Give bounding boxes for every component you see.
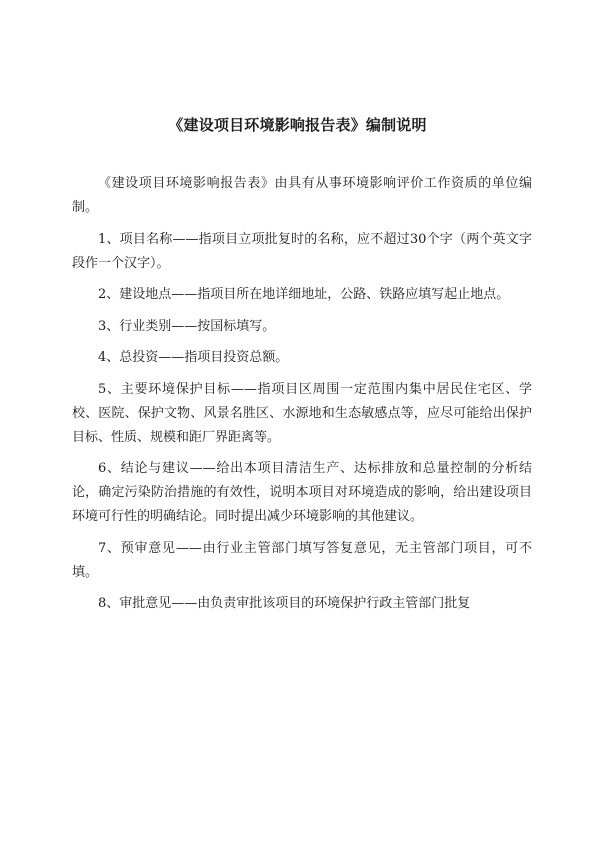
instructions-body [72,172,532,624]
paragraph-item-2: 2、建设地点——指项目所在地详细地址，公路、铁路应填写起止地点。 [98,287,510,302]
paragraph-item-3: 3、行业类别——按国标填写。 [98,318,276,334]
paragraph-item-7: 7、预审意见——由行业主管部门填写答复意见，无主管部门项目，可不填。 [72,540,532,580]
paragraph-item-6: 6、结论与建议——给出本项目清洁生产、达标排放和总量控制的分析结论，确定污染防治措施的有效性，说明本项目对环境造成的影响，给出建设项目环境可行性的明确结论。同时提出减少环境影响的其他建议。 [72,461,532,524]
paragraph-intro: 《建设项目环境影响报告表》由具有从事环境影响评价工作资质的单位编制。 [72,176,532,215]
paragraph-item-1: 1、项目名称——指项目立项批复时的名称，应不超过30个字（两个英文字段作一个汉字）。 [72,231,532,271]
paragraph-item-5: 5、主要环境保护目标——指项目区周围一定范围内集中居民住宅区、学校、医院、保护文物、风景名胜区、水源地和生态敏感点等，应尽可能给出保护目标、性质、规模和距厂界距离等。 [72,381,532,445]
paragraph-item-8: 8、审批意见——由负责审批该项目的环境保护行政主管部门批复 [98,596,471,611]
page-title: 《建设项目环境影响报告表》编制说明 [168,116,427,134]
paragraph-item-4: 4、总投资——指项目投资总额。 [98,350,289,365]
